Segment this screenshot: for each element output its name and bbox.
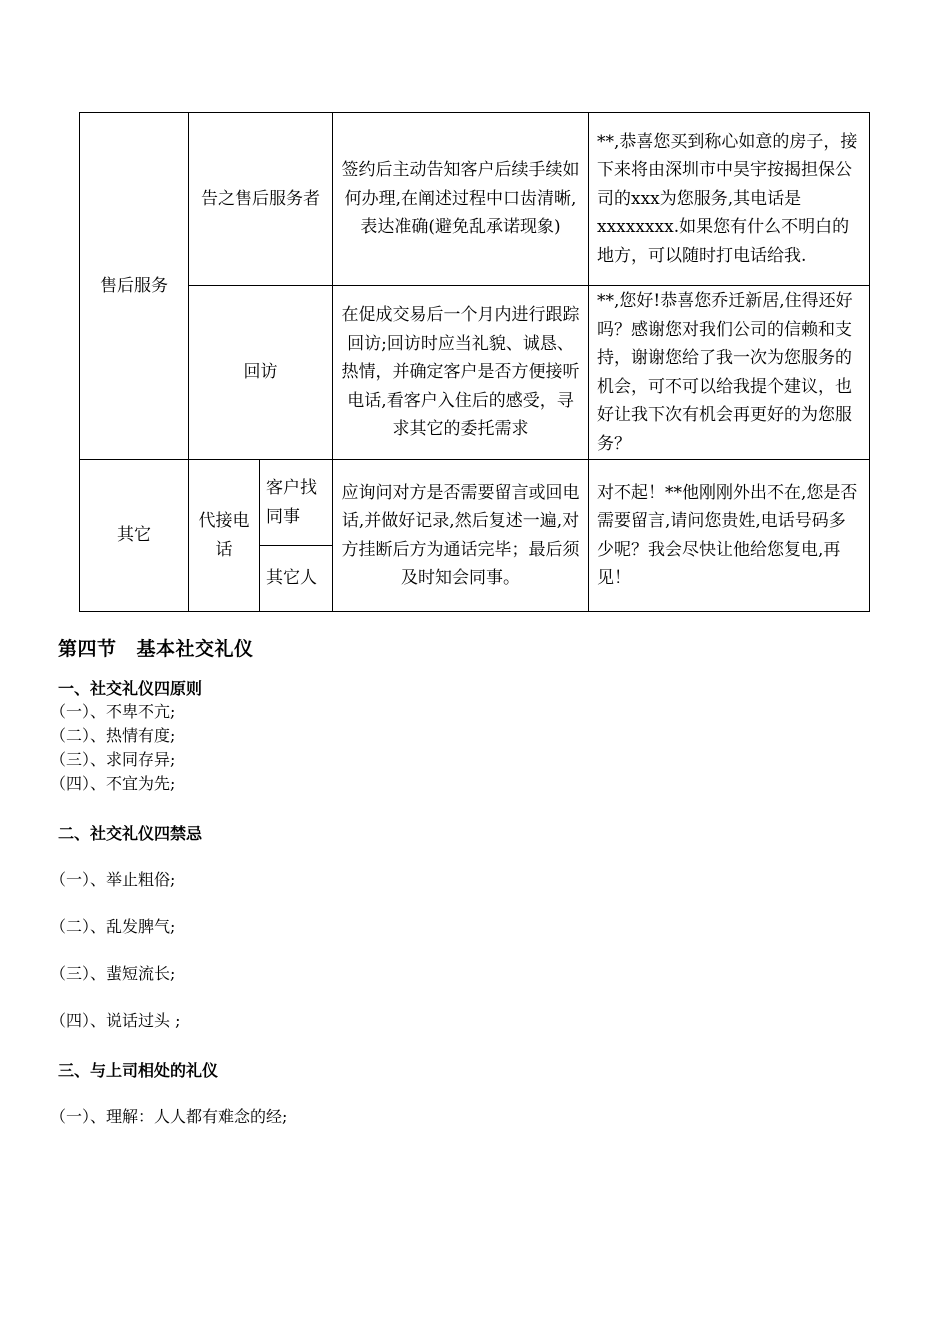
list-item: （四）、不宜为先; xyxy=(50,774,176,793)
item-answer-phone: 代接电话 xyxy=(189,460,260,612)
list-item: （三）、求同存异; xyxy=(50,750,176,769)
requirement-cell: 应询问对方是否需要留言或回电话,并做好记录,然后复述一遍,对方挂断后方为通话完毕；最后须及时知会同事。 xyxy=(333,460,589,612)
item-notify-service: 告之售后服务者 xyxy=(189,113,333,286)
requirement-cell: 在促成交易后一个月内进行跟踪回访;回访时应当礼貌、诚恳、热情，并确定客户是否方便接听电话,看客户入住后的感受，寻求其它的委托需求 xyxy=(333,286,589,460)
table-row xyxy=(80,460,870,546)
table-row xyxy=(80,286,870,460)
script-cell: **,您好!恭喜您乔迁新居,住得还好吗？感谢您对我们公司的信赖和支持，谢谢您给了我一次为您服务的机会，可不可以给我提个建议，也好让我下次有机会再更好的为您服务？ xyxy=(589,286,870,460)
superior-heading: 三、与上司相处的礼仪 xyxy=(58,1061,219,1080)
item-follow-up: 回访 xyxy=(189,286,333,460)
list-item: （一）、不卑不亢; xyxy=(50,702,176,721)
list-item: （一）、举止粗俗; xyxy=(50,870,176,889)
section-number: 第四节 xyxy=(58,638,117,660)
section-heading xyxy=(58,634,254,661)
sub-item-others: 其它人 xyxy=(260,546,333,612)
etiquette-table xyxy=(79,112,870,612)
script-cell: 对不起！**他刚刚外出不在,您是否需要留言,请问您贵姓,电话号码多少呢？我会尽快让他给您复电,再见！ xyxy=(589,460,870,612)
script-cell: **,恭喜您买到称心如意的房子，接下来将由深圳市中昊宇按揭担保公司的xxx为您服务,其电话是xxxxxxxx.如果您有什么不明白的地方，可以随时打电话给我. xyxy=(589,113,870,286)
list-item: （二）、热情有度; xyxy=(50,726,176,745)
list-item: （一）、理解：人人都有难念的经; xyxy=(50,1107,288,1126)
category-other: 其它 xyxy=(80,460,189,612)
section-title: 基本社交礼仪 xyxy=(136,638,254,660)
list-item: （二）、乱发脾气; xyxy=(50,917,176,936)
sub-item-colleague: 客户找同事 xyxy=(260,460,333,546)
table-row xyxy=(80,113,870,286)
requirement-cell: 签约后主动告知客户后续手续如何办理,在阐述过程中口齿清晰,表达准确(避免乱承诺现象) xyxy=(333,113,589,286)
taboos-heading: 二、社交礼仪四禁忌 xyxy=(58,824,203,843)
list-item: （三）、蜚短流长; xyxy=(50,964,176,983)
principles-heading: 一、社交礼仪四原则 xyxy=(58,679,203,698)
category-after-sales: 售后服务 xyxy=(80,113,189,460)
list-item: （四）、说话过头 ; xyxy=(50,1011,181,1030)
